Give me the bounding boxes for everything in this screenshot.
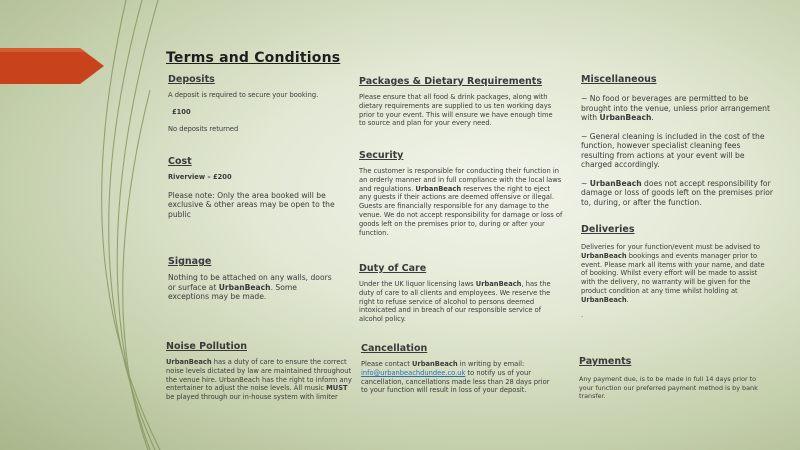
signage-text: Nothing to be attached on any walls, doors or surface at UrbanBeach. Some exceptions may be made.	[168, 273, 332, 301]
misc-heading: Miscellaneous	[581, 74, 657, 85]
deposits-section	[168, 74, 353, 138]
page-title: Terms and Conditions	[166, 50, 341, 66]
cancellation-text: Please contact UrbanBeach in writing by email: info@urbanbeachdundee.co.uk to notify us of your cancellation, cancellations made less than 28 days prior to your function will result in loss of your deposit.	[361, 360, 550, 395]
duty-heading: Duty of Care	[359, 263, 427, 274]
misc-item-food: ~ No food or beverages are permitted to be brought into the venue, unless prior arrangement with UrbanBeach.	[581, 94, 770, 122]
security-section	[359, 150, 563, 242]
cost-heading: Cost	[168, 156, 192, 167]
deliveries-dot: .	[581, 310, 584, 319]
deposits-amount: £100	[172, 107, 191, 116]
deliveries-text: Deliveries for your function/event must be advised to UrbanBeach bookings and events manager prior to event. Please mark all items with your name, and date of booking. Whilst every effort will be made to assist with the delivery, no warranty will be given for the product condition at any time whilst holding at UrbanBeach.	[581, 243, 765, 304]
deposits-heading: Deposits	[168, 74, 215, 85]
packages-section	[359, 76, 553, 133]
deposits-note: No deposits returned	[168, 124, 239, 133]
security-text: The customer is responsible for conducting their function in an orderly manner and in full compliance with the local laws and regulations. UrbanBeach reserves the right to eject any guests if their actions are deemed offensive or illegal. Guests are financially responsible for any damage to the venue. We do not accept responsibility for damage or loss of goods left on the premises prior to, during or after your function.	[359, 167, 563, 237]
cost-price: Riverview – £200	[168, 173, 232, 181]
deliveries-section	[581, 224, 773, 324]
packages-text: Please ensure that all food & drink packages, along with dietary requirements are supplied to us ten working days prior to your event. This will ensure we have enough time to source and plan for your every need.	[359, 93, 553, 128]
payments-text: Any payment due, is to be made in full 14 days prior to your function our preferred payment method is by bank transfer.	[579, 375, 758, 401]
cost-section	[168, 156, 353, 224]
payments-heading: Payments	[579, 356, 632, 367]
noise-text: UrbanBeach has a duty of care to ensure the correct noise levels dictated by law are maintained throughout the venue hire. UrbanBeach has the right to inform any entertainer to adjust the noise levels. All music MUST be played through our in-house system with limiter	[166, 358, 352, 402]
misc-item-cleaning: ~ General cleaning is included in the cost of the function, however specialist cleaning fees resulting from actions at your event will be charged accordingly.	[581, 131, 765, 169]
security-heading: Security	[359, 150, 404, 161]
noise-heading: Noise Pollution	[166, 341, 247, 352]
cancellation-heading: Cancellation	[361, 343, 428, 354]
misc-section	[581, 74, 773, 212]
cancellation-section	[361, 343, 557, 400]
signage-heading: Signage	[168, 256, 212, 267]
payments-section	[579, 356, 759, 406]
cost-note: Please note: Only the area booked will be exclusive & other areas may be open to the public	[168, 190, 335, 219]
email-link[interactable]: info@urbanbeachdundee.co.uk	[361, 368, 466, 377]
misc-item-liability: ~ UrbanBeach does not accept responsibility for damage or loss of goods left on the premises prior to, during, or after the function.	[581, 178, 773, 207]
deliveries-heading: Deliveries	[581, 224, 635, 235]
duty-text: Under the UK liquor licensing laws UrbanBeach, has the duty of care to all clients and employees. We reserve the right to refuse service of alcohol to persons deemed intoxicated and in breach of our responsible service of alcohol policy.	[359, 280, 551, 324]
packages-heading: Packages & Dietary Requirements	[359, 76, 543, 87]
accent-arrow	[0, 48, 104, 84]
deposits-text: A deposit is required to secure your booking.	[168, 91, 319, 99]
noise-section	[166, 341, 354, 407]
duty-section	[359, 263, 553, 329]
signage-section	[168, 256, 340, 307]
